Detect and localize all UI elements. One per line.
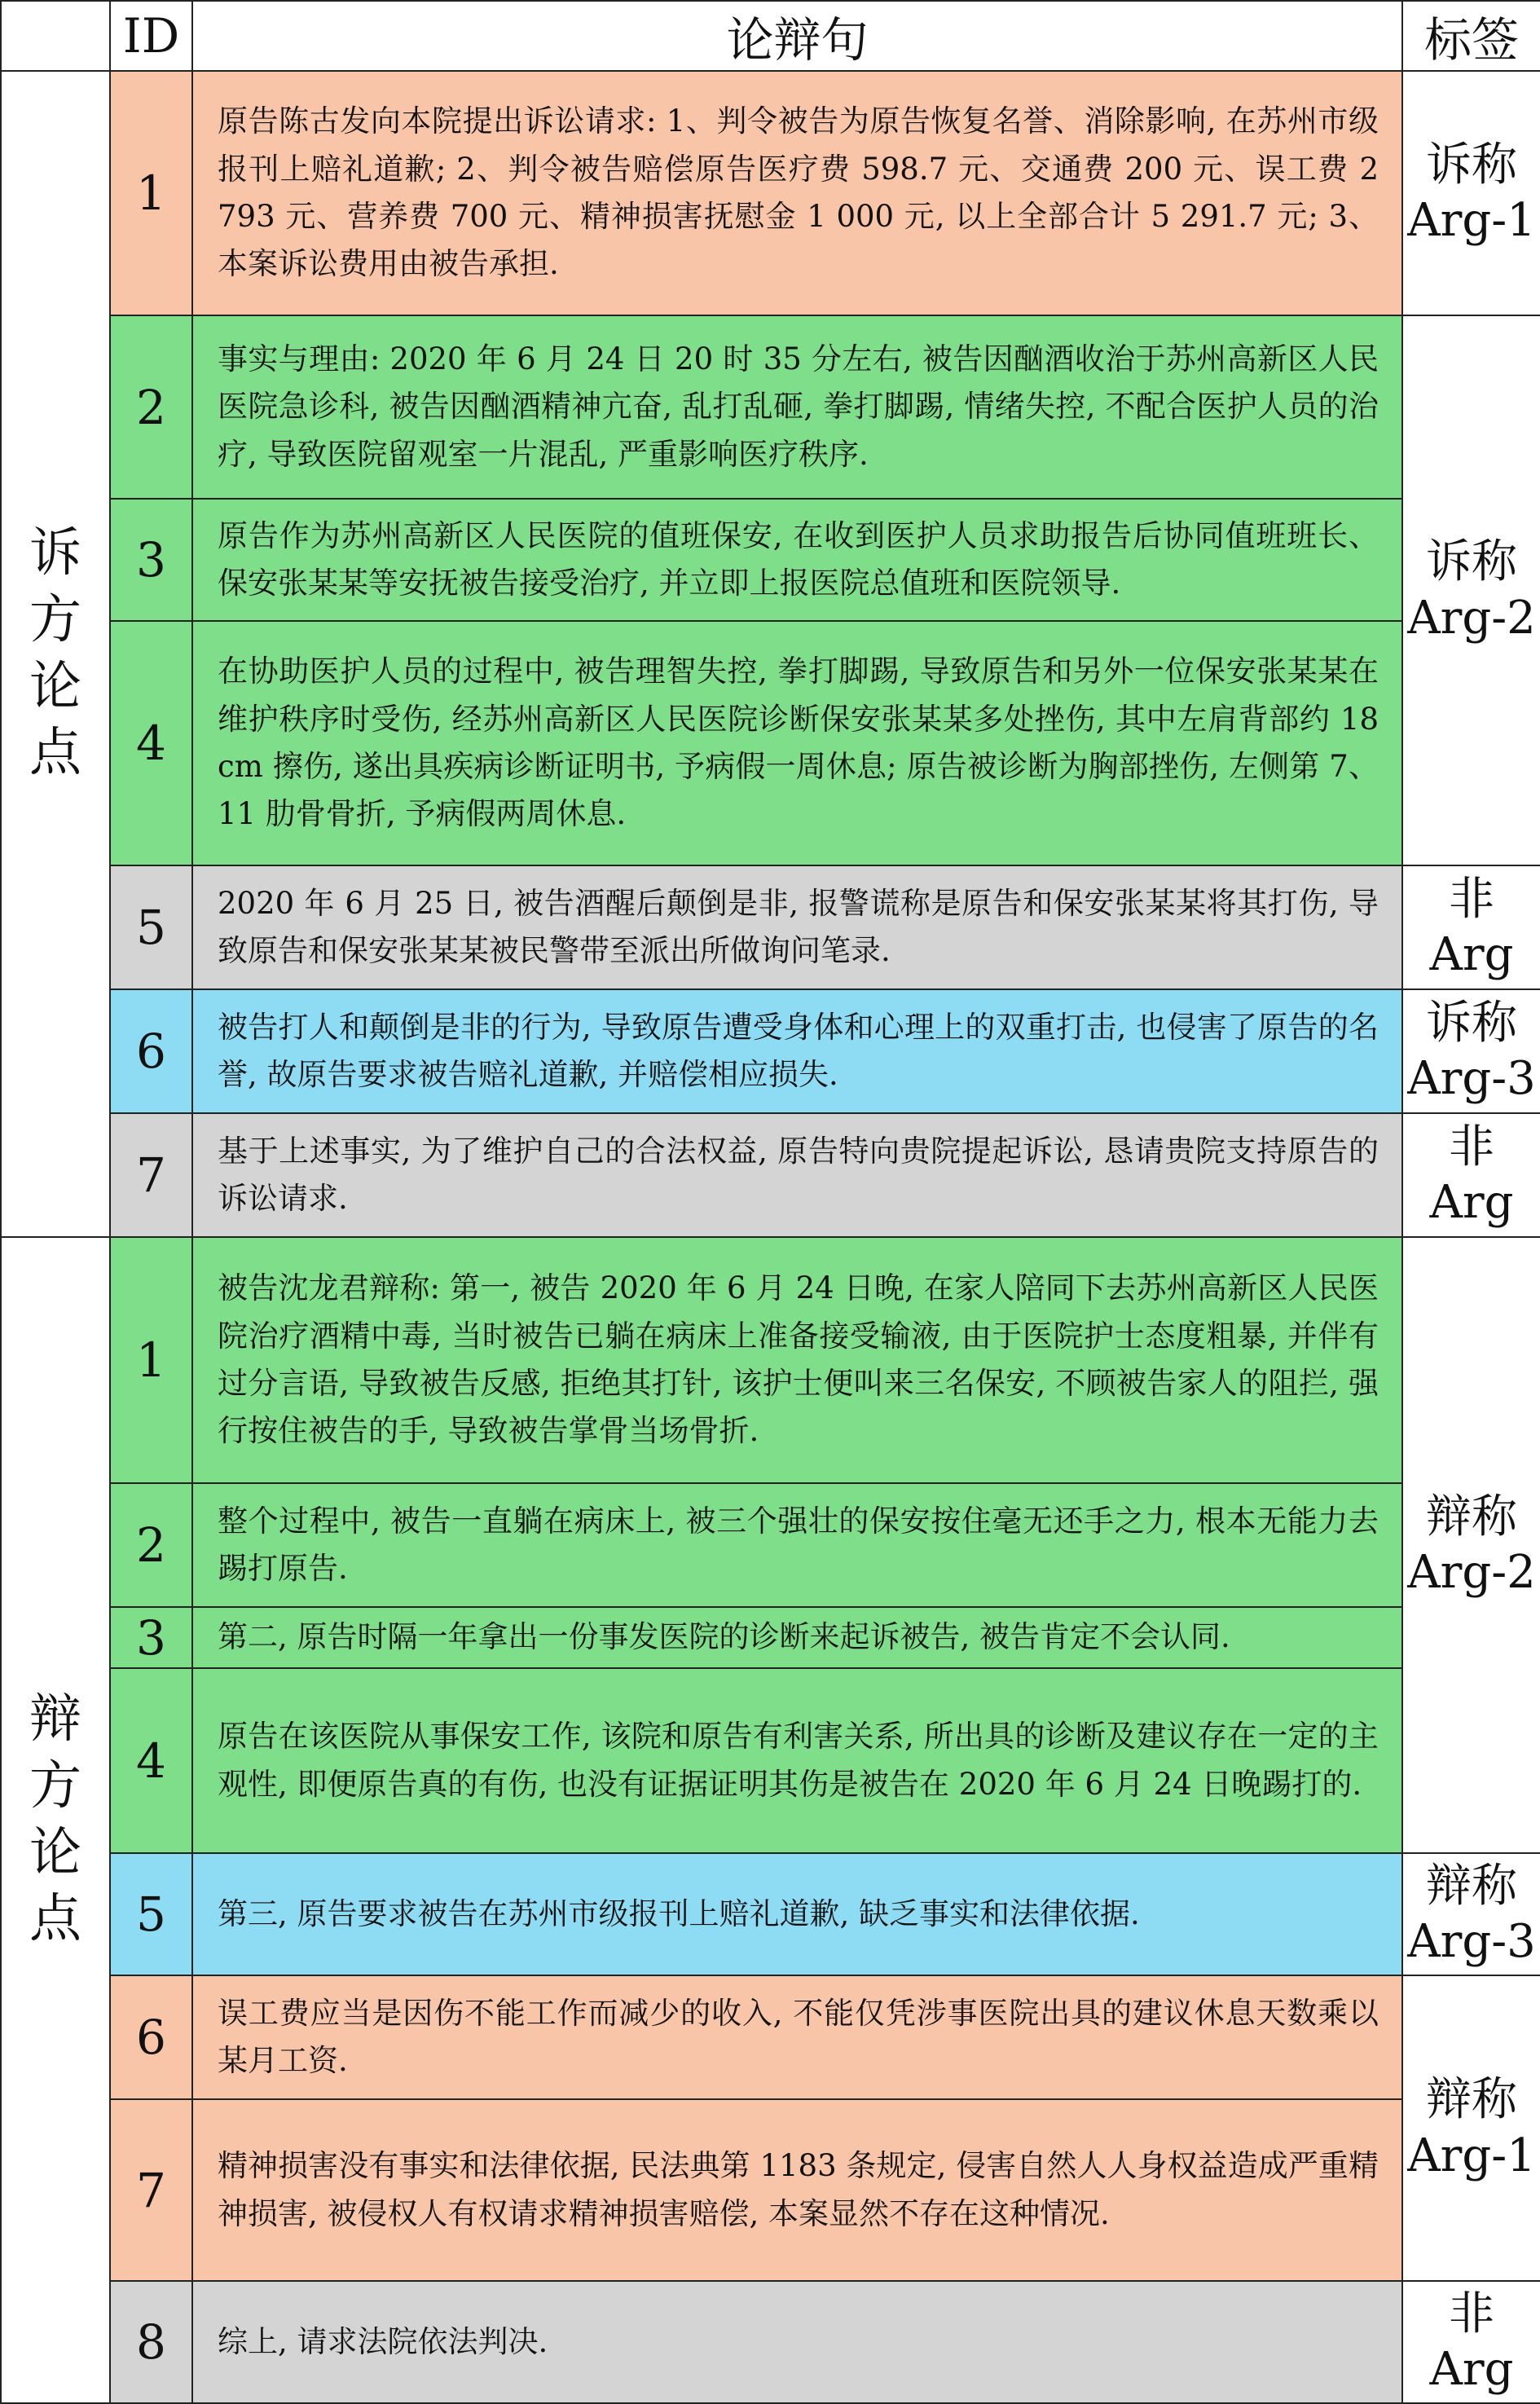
table-row (1, 1607, 1540, 1668)
table-row (1, 1483, 1540, 1607)
row-sentence: 整个过程中, 被告一直躺在病床上, 被三个强壮的保安按住毫无还手之力, 根本无能力去踢打原告. (192, 1483, 1402, 1607)
row-sentence: 在协助医护人员的过程中, 被告理智失控, 拳打脚踢, 导致原告和另外一位保安张某某在维护秩序时受伤, 经苏州高新区人民医院诊断保安张某某多处挫伤, 其中左肩背部约 18 cm 擦伤, 遂出具疾病诊断证明书, 予病假一周休息; 原告被诊断为胸部挫伤, 左侧第 7、11 肋骨骨折, 予病假两周休息. (192, 621, 1402, 865)
row-label (1402, 989, 1540, 1113)
header-id: ID (110, 1, 192, 71)
table-row (1, 315, 1540, 499)
header-blank-cell (1, 1, 110, 71)
header-row (1, 1, 1540, 71)
row-sentence: 第二, 原告时隔一年拿出一份事发医院的诊断来起诉被告, 被告肯定不会认同. (192, 1607, 1402, 1668)
row-label (1402, 1237, 1540, 1853)
row-label (1402, 2281, 1540, 2403)
row-label (1402, 71, 1540, 315)
header-sentence: 论辩句 (192, 1, 1402, 71)
row-id: 6 (110, 1975, 192, 2099)
row-id: 4 (110, 1668, 192, 1853)
row-id: 1 (110, 1237, 192, 1483)
table-row (1, 1668, 1540, 1853)
group-defendant (1, 1237, 110, 2403)
row-sentence: 综上, 请求法院依法判决. (192, 2281, 1402, 2403)
row-id: 4 (110, 621, 192, 865)
row-id: 1 (110, 71, 192, 315)
row-id: 2 (110, 1483, 192, 1607)
row-sentence: 精神损害没有事实和法律依据, 民法典第 1183 条规定, 侵害自然人人身权益造成严重精神损害, 被侵权人有权请求精神损害赔偿, 本案显然不存在这种情况. (192, 2099, 1402, 2281)
label-line1: 诉称 (1426, 996, 1517, 1050)
row-sentence: 误工费应当是因伤不能工作而减少的收入, 不能仅凭涉事医院出具的建议休息天数乘以某月工资. (192, 1975, 1402, 2099)
row-sentence: 基于上述事实, 为了维护自己的合法权益, 原告特向贵院提起诉讼, 恳请贵院支持原告的诉讼请求. (192, 1113, 1402, 1237)
table-row (1, 989, 1540, 1113)
table-row (1, 499, 1540, 621)
row-sentence: 原告在该医院从事保安工作, 该院和原告有利害关系, 所出具的诊断及建议存在一定的主观性, 即便原告真的有伤, 也没有证据证明其伤是被告在 2020 年 6 月 24 日晚踢打的. (192, 1668, 1402, 1853)
row-id: 5 (110, 865, 192, 989)
group-plaintiff (1, 71, 110, 1237)
row-id: 5 (110, 1853, 192, 1975)
label-line2: Arg (1429, 928, 1514, 981)
label-line1: 辩称 (1426, 1490, 1517, 1543)
label-line1: 非 (1449, 872, 1494, 926)
row-sentence: 被告沈龙君辩称: 第一, 被告 2020 年 6 月 24 日晚, 在家人陪同下去苏州高新区人民医院治疗酒精中毒, 当时被告已躺在病床上准备接受输液, 由于医院护士态度粗暴, 并伴有过分言语, 导致被告反感, 拒绝其打针, 该护士便叫来三名保安, 不顾被告家人的阻拦, 强行按住被告的手, 导致被告掌骨当场骨折. (192, 1237, 1402, 1483)
row-label (1402, 315, 1540, 865)
row-id: 6 (110, 989, 192, 1113)
row-label (1402, 1113, 1540, 1237)
label-line1: 非 (1449, 2287, 1494, 2340)
table-row (1, 1853, 1540, 1975)
row-sentence: 原告陈古发向本院提出诉讼请求: 1、判令被告为原告恢复名誉、消除影响, 在苏州市级报刊上赔礼道歉; 2、判令被告赔偿原告医疗费 598.7 元、交通费 200 元、误工费 2 793 元、营养费 700 元、精神损害抚慰金 1 000 元, 以上全部合计 5 291.7 元; 3、本案诉讼费用由被告承担. (192, 71, 1402, 315)
label-line1: 诉称 (1426, 535, 1517, 589)
header-label: 标签 (1402, 1, 1540, 71)
label-line2: Arg-2 (1407, 1546, 1536, 1599)
row-sentence: 原告作为苏州高新区人民医院的值班保安, 在收到医护人员求助报告后协同值班班长、保安张某某等安抚被告接受治疗, 并立即上报医院总值班和医院领导. (192, 499, 1402, 621)
table-row (1, 1237, 1540, 1483)
label-line1: 非 (1449, 1120, 1494, 1173)
row-id: 2 (110, 315, 192, 499)
row-sentence: 事实与理由: 2020 年 6 月 24 日 20 时 35 分左右, 被告因酗酒收治于苏州高新区人民医院急诊科, 被告因酗酒精神亢奋, 乱打乱砸, 拳打脚踢, 情绪失控, 不配合医护人员的治疗, 导致医院留观室一片混乱, 严重影响医疗秩序. (192, 315, 1402, 499)
label-line1: 诉称 (1426, 138, 1517, 192)
group-plaintiff-label: 诉方论点 (29, 522, 81, 784)
row-label (1402, 1975, 1540, 2281)
table-row (1, 865, 1540, 989)
table-row (1, 1113, 1540, 1237)
row-label (1402, 1853, 1540, 1975)
table-row (1, 2099, 1540, 2281)
table-row (1, 621, 1540, 865)
group-defendant-label: 辩方论点 (29, 1689, 81, 1950)
row-label (1402, 865, 1540, 989)
label-line2: Arg-1 (1407, 194, 1536, 247)
row-id: 3 (110, 499, 192, 621)
row-id: 8 (110, 2281, 192, 2403)
label-line1: 辩称 (1426, 2073, 1517, 2127)
table-row (1, 1975, 1540, 2099)
label-line2: Arg (1429, 1176, 1514, 1229)
row-id: 7 (110, 1113, 192, 1237)
label-line1: 辩称 (1426, 1859, 1517, 1913)
label-line2: Arg-1 (1407, 2129, 1536, 2182)
row-sentence: 2020 年 6 月 25 日, 被告酒醒后颠倒是非, 报警谎称是原告和保安张某某将其打伤, 导致原告和保安张某某被民警带至派出所做询问笔录. (192, 865, 1402, 989)
label-line2: Arg-2 (1407, 591, 1536, 645)
label-line2: Arg (1429, 2343, 1514, 2396)
label-line2: Arg-3 (1407, 1915, 1536, 1968)
table-row (1, 2281, 1540, 2403)
row-id: 7 (110, 2099, 192, 2281)
row-sentence: 第三, 原告要求被告在苏州市级报刊上赔礼道歉, 缺乏事实和法律依据. (192, 1853, 1402, 1975)
row-sentence: 被告打人和颠倒是非的行为, 导致原告遭受身体和心理上的双重打击, 也侵害了原告的名誉, 故原告要求被告赔礼道歉, 并赔偿相应损失. (192, 989, 1402, 1113)
label-line2: Arg-3 (1407, 1052, 1536, 1105)
table-row (1, 71, 1540, 315)
row-id: 3 (110, 1607, 192, 1668)
